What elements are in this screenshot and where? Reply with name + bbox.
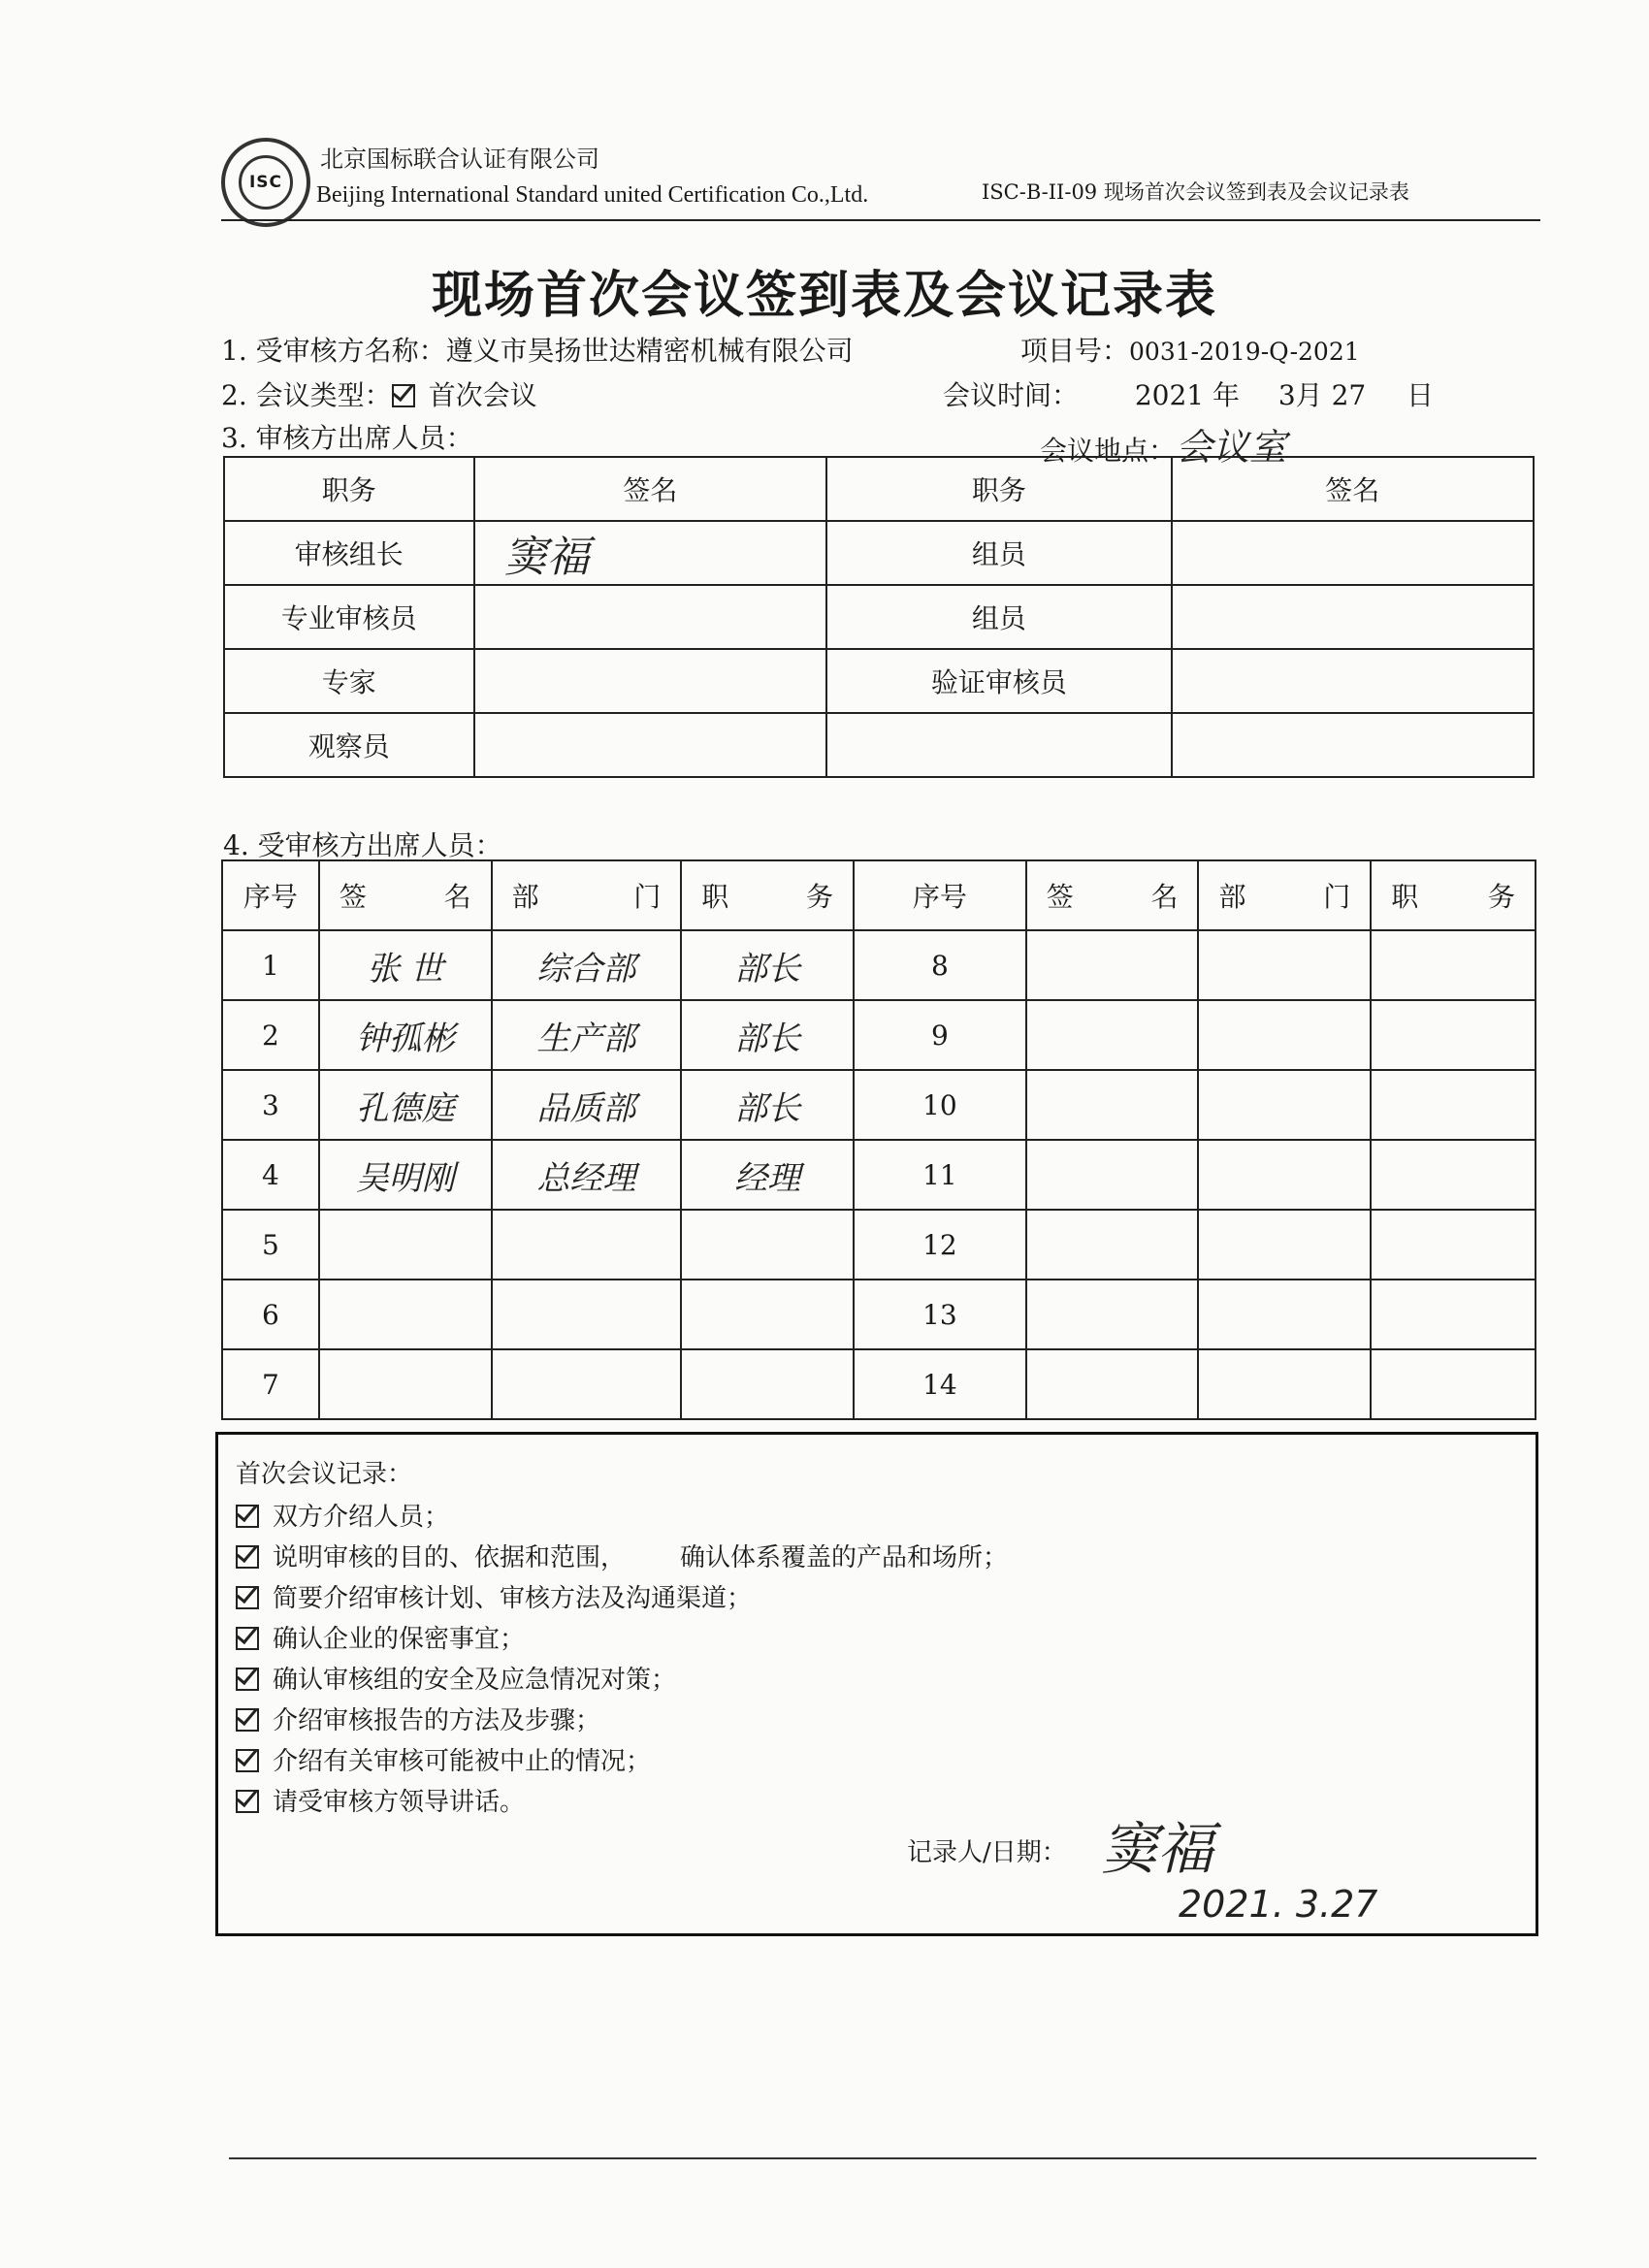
checklist-item bbox=[236, 1578, 1008, 1619]
notes-heading: 首次会议记录： bbox=[236, 1460, 413, 1489]
department-cell: 生产部 bbox=[492, 1000, 682, 1070]
attendee-table bbox=[221, 859, 1536, 1420]
meeting-time-line bbox=[943, 374, 1434, 413]
row-number: 1 bbox=[222, 930, 319, 1000]
meeting-place-value: 会议室 bbox=[1176, 426, 1287, 469]
column-header: 序号 bbox=[854, 860, 1026, 930]
signature-cell: 窦福 bbox=[474, 521, 827, 585]
row-number: 10 bbox=[854, 1070, 1026, 1140]
department-cell bbox=[1198, 930, 1371, 1000]
checkbox-icon bbox=[392, 384, 415, 407]
name-cell bbox=[1026, 1210, 1199, 1280]
table-row bbox=[224, 713, 1534, 777]
role-cell: 组员 bbox=[826, 585, 1171, 649]
table-row bbox=[224, 649, 1534, 713]
checkbox-checked-icon bbox=[236, 1586, 259, 1609]
name-cell: 钟孤彬 bbox=[319, 1000, 492, 1070]
position-cell bbox=[1371, 1349, 1536, 1419]
table-row bbox=[222, 1280, 1536, 1349]
role-cell: 验证审核员 bbox=[826, 649, 1171, 713]
position-cell bbox=[681, 1280, 854, 1349]
meeting-month: 3 bbox=[1277, 379, 1296, 411]
checklist-item-label: 介绍有关审核可能被中止的情况； bbox=[273, 1747, 652, 1776]
signature-cell bbox=[1172, 649, 1534, 713]
column-header: 职 务 bbox=[1371, 860, 1536, 930]
row-number: 5 bbox=[222, 1210, 319, 1280]
checklist-item bbox=[236, 1538, 1008, 1578]
checklist-item bbox=[236, 1619, 1008, 1660]
name-cell: 孔德庭 bbox=[319, 1070, 492, 1140]
position-cell bbox=[1371, 930, 1536, 1000]
meeting-type-label: 2. 会议类型： bbox=[221, 379, 392, 411]
checkbox-checked-icon bbox=[236, 1668, 259, 1691]
name-cell bbox=[319, 1210, 492, 1280]
name-cell bbox=[1026, 1349, 1199, 1419]
row-number: 4 bbox=[222, 1140, 319, 1210]
table-row bbox=[222, 1140, 1536, 1210]
position-cell: 经理 bbox=[681, 1140, 854, 1210]
checkbox-checked-icon bbox=[236, 1749, 259, 1772]
meeting-time-label: 会议时间： bbox=[943, 379, 1080, 411]
checklist-item-label: 简要介绍审核计划、审核方法及沟通渠道； bbox=[273, 1584, 753, 1613]
project-number: 0031-2019-Q-2021 bbox=[1129, 338, 1360, 366]
row-number: 12 bbox=[854, 1210, 1026, 1280]
name-cell bbox=[1026, 1070, 1199, 1140]
table-row bbox=[222, 1000, 1536, 1070]
signature-cell bbox=[1172, 521, 1534, 585]
column-header: 签名 bbox=[474, 457, 827, 521]
signature-cell bbox=[474, 649, 827, 713]
column-header: 序号 bbox=[222, 860, 319, 930]
department-cell bbox=[492, 1210, 682, 1280]
notes-checklist bbox=[236, 1497, 1008, 1823]
logo-text: ISC bbox=[239, 155, 293, 210]
form-code: ISC-B-II-09 现场首次会议签到表及会议记录表 bbox=[982, 180, 1409, 204]
table-row bbox=[222, 1210, 1536, 1280]
role-cell: 审核组长 bbox=[224, 521, 474, 585]
recorder-label: 记录人/日期： bbox=[907, 1838, 1067, 1867]
project-label: 项目号： bbox=[1020, 335, 1130, 367]
meeting-place-label: 会议地点： bbox=[1040, 435, 1177, 467]
row-number: 13 bbox=[854, 1280, 1026, 1349]
column-header: 签 名 bbox=[319, 860, 492, 930]
department-cell: 品质部 bbox=[492, 1070, 682, 1140]
name-cell bbox=[1026, 1000, 1199, 1070]
name-cell bbox=[319, 1280, 492, 1349]
checklist-item-label: 双方介绍人员； bbox=[273, 1503, 450, 1532]
day-unit: 日 bbox=[1406, 379, 1435, 411]
row-number: 3 bbox=[222, 1070, 319, 1140]
role-cell: 观察员 bbox=[224, 713, 474, 777]
year-unit: 年 bbox=[1212, 379, 1241, 411]
row-number: 11 bbox=[854, 1140, 1026, 1210]
column-header: 职 务 bbox=[681, 860, 854, 930]
department-cell: 总经理 bbox=[492, 1140, 682, 1210]
company-logo bbox=[221, 138, 310, 227]
position-cell bbox=[681, 1210, 854, 1280]
row-number: 2 bbox=[222, 1000, 319, 1070]
meeting-type-value: 首次会议 bbox=[428, 379, 537, 411]
client-label: 1. 受审核方名称： bbox=[221, 335, 446, 367]
checklist-item bbox=[236, 1782, 1008, 1823]
department-cell bbox=[1198, 1280, 1371, 1349]
position-cell: 部长 bbox=[681, 1070, 854, 1140]
checkbox-checked-icon bbox=[236, 1505, 259, 1528]
checkbox-checked-icon bbox=[236, 1545, 259, 1569]
checklist-item-label: 确认企业的保密事宜； bbox=[273, 1625, 526, 1654]
checklist-item-label: 确认审核组的安全及应急情况对策； bbox=[273, 1666, 677, 1695]
table-row bbox=[222, 1349, 1536, 1419]
meeting-type-line bbox=[221, 374, 537, 413]
column-header: 签名 bbox=[1172, 457, 1534, 521]
department-cell bbox=[492, 1349, 682, 1419]
role-cell: 组员 bbox=[826, 521, 1171, 585]
department-cell: 综合部 bbox=[492, 930, 682, 1000]
position-cell bbox=[681, 1349, 854, 1419]
role-cell: 专家 bbox=[224, 649, 474, 713]
signature-cell bbox=[1172, 585, 1534, 649]
table-row bbox=[224, 521, 1534, 585]
checklist-item bbox=[236, 1660, 1008, 1701]
department-cell bbox=[1198, 1349, 1371, 1419]
row-number: 9 bbox=[854, 1000, 1026, 1070]
checklist-item-label: 说明审核的目的、依据和范围， bbox=[273, 1543, 627, 1572]
checklist-item-extra: 确认体系覆盖的产品和场所； bbox=[680, 1543, 1009, 1572]
meeting-year: 2021 bbox=[1134, 379, 1205, 411]
checkbox-checked-icon bbox=[236, 1708, 259, 1732]
column-header: 签 名 bbox=[1026, 860, 1199, 930]
month-unit: 月 bbox=[1295, 379, 1323, 411]
checklist-item bbox=[236, 1741, 1008, 1782]
name-cell bbox=[319, 1349, 492, 1419]
signature-cell bbox=[474, 713, 827, 777]
name-cell: 吴明刚 bbox=[319, 1140, 492, 1210]
position-cell bbox=[1371, 1070, 1536, 1140]
checklist-item bbox=[236, 1701, 1008, 1741]
auditor-attendees-label: 3. 审核方出席人员： bbox=[221, 422, 473, 454]
record-date: 2021. 3.27 bbox=[1179, 1883, 1378, 1926]
name-cell: 张 世 bbox=[319, 930, 492, 1000]
name-cell bbox=[1026, 1280, 1199, 1349]
checkbox-checked-icon bbox=[236, 1790, 259, 1813]
meeting-notes-box bbox=[215, 1432, 1538, 1936]
table-header-row bbox=[222, 860, 1536, 930]
auditee-attendees-label: 4. 受审核方出席人员： bbox=[223, 829, 502, 861]
column-header: 职务 bbox=[224, 457, 474, 521]
table-row bbox=[222, 930, 1536, 1000]
row-number: 7 bbox=[222, 1349, 319, 1419]
position-cell bbox=[1371, 1280, 1536, 1349]
meeting-day: 27 bbox=[1331, 379, 1367, 411]
department-cell bbox=[1198, 1000, 1371, 1070]
project-line bbox=[1020, 330, 1360, 369]
position-cell: 部长 bbox=[681, 930, 854, 1000]
company-name-en: Beijing International Standard united Certification Co.,Ltd. bbox=[316, 182, 869, 208]
header-divider bbox=[221, 219, 1540, 221]
footer-divider bbox=[229, 2157, 1536, 2159]
column-header: 部 门 bbox=[492, 860, 682, 930]
row-number: 6 bbox=[222, 1280, 319, 1349]
client-name: 遵义市昊扬世达精密机械有限公司 bbox=[445, 335, 854, 367]
client-line bbox=[221, 330, 854, 369]
checklist-item bbox=[236, 1497, 1008, 1538]
page-title: 现场首次会议签到表及会议记录表 bbox=[431, 267, 1217, 325]
department-cell bbox=[1198, 1210, 1371, 1280]
column-header: 部 门 bbox=[1198, 860, 1371, 930]
role-cell bbox=[826, 713, 1171, 777]
row-number: 14 bbox=[854, 1349, 1026, 1419]
checkbox-checked-icon bbox=[236, 1627, 259, 1650]
checklist-item-label: 请受审核方领导讲话。 bbox=[273, 1788, 526, 1817]
position-cell bbox=[1371, 1140, 1536, 1210]
name-cell bbox=[1026, 1140, 1199, 1210]
position-cell bbox=[1371, 1210, 1536, 1280]
role-cell: 专业审核员 bbox=[224, 585, 474, 649]
table-row bbox=[224, 585, 1534, 649]
auditor-table bbox=[223, 456, 1535, 778]
signature-cell bbox=[474, 585, 827, 649]
column-header: 职务 bbox=[826, 457, 1171, 521]
position-cell: 部长 bbox=[681, 1000, 854, 1070]
position-cell bbox=[1371, 1000, 1536, 1070]
company-name-cn: 北京国标联合认证有限公司 bbox=[320, 146, 599, 173]
recorder-signature: 窦福 bbox=[1101, 1816, 1214, 1882]
table-header-row bbox=[224, 457, 1534, 521]
department-cell bbox=[1198, 1140, 1371, 1210]
department-cell bbox=[492, 1280, 682, 1349]
department-cell bbox=[1198, 1070, 1371, 1140]
name-cell bbox=[1026, 930, 1199, 1000]
row-number: 8 bbox=[854, 930, 1026, 1000]
table-row bbox=[222, 1070, 1536, 1140]
checklist-item-label: 介绍审核报告的方法及步骤； bbox=[273, 1706, 601, 1735]
signature-cell bbox=[1172, 713, 1534, 777]
